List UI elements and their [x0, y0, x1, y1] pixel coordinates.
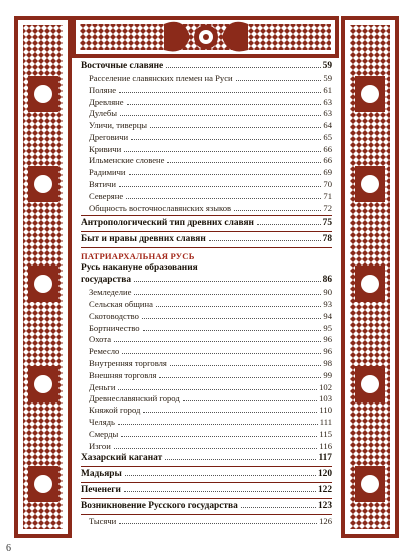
- dot-leader: [165, 459, 316, 460]
- toc-entry[interactable]: [81, 144, 332, 156]
- toc-entry-page: 59: [322, 61, 332, 71]
- dot-leader: [114, 341, 321, 342]
- toc-entry-label: Дреговичи: [89, 131, 129, 142]
- dot-leader: [156, 306, 321, 307]
- toc-entry-label: Поляне: [89, 84, 117, 95]
- toc-entry[interactable]: [81, 346, 332, 358]
- toc-entry-page: 126: [319, 515, 332, 526]
- toc-entry[interactable]: [81, 370, 332, 382]
- toc-entry-page: 78: [322, 234, 332, 245]
- separator-rule: [81, 514, 332, 515]
- toc-entry[interactable]: [81, 405, 332, 417]
- toc-entry-label: Ремесло: [89, 346, 120, 357]
- toc-entry[interactable]: [81, 382, 332, 394]
- toc-entry-page: 110: [319, 405, 332, 416]
- dot-leader: [142, 318, 322, 319]
- toc-entry-label: Хазарский каганат: [81, 453, 163, 464]
- toc-entry-title-line1: Русь накануне образования: [81, 263, 198, 274]
- section-heading: ПАТРИАРХАЛЬНАЯ РУСЬ: [81, 251, 195, 262]
- dot-leader: [159, 377, 321, 378]
- separator-rule: [81, 498, 332, 499]
- toc-entry[interactable]: [81, 417, 332, 429]
- toc-entry[interactable]: [81, 393, 332, 405]
- toc-entry-page: 102: [319, 381, 332, 392]
- toc-entry[interactable]: [81, 167, 332, 179]
- toc-entry[interactable]: [81, 274, 332, 287]
- toc-entry-page: 70: [323, 179, 332, 190]
- toc-entry-label: Охота: [89, 334, 112, 345]
- toc-entry-label: Княжой город: [89, 405, 141, 416]
- toc-entry-page: 59: [323, 72, 332, 83]
- dot-leader: [166, 67, 320, 68]
- dot-leader: [183, 400, 317, 401]
- toc-entry-page: 69: [323, 167, 332, 178]
- page-number: 6: [6, 543, 11, 554]
- dot-leader: [150, 127, 321, 128]
- toc-entry[interactable]: [81, 97, 332, 109]
- toc-entry[interactable]: [81, 441, 332, 453]
- toc-entry-label: Северяне: [89, 190, 124, 201]
- toc-entry-label: Земледелие: [89, 287, 132, 298]
- toc-entry-page: 95: [323, 322, 332, 333]
- toc-entry-label: Скотоводство: [89, 310, 139, 321]
- toc-entry[interactable]: [81, 500, 332, 513]
- dot-leader: [134, 294, 321, 295]
- toc-entry[interactable]: [81, 155, 332, 167]
- toc-entry[interactable]: [81, 73, 332, 85]
- toc-entry-label: Радимичи: [89, 167, 126, 178]
- separator-rule: [81, 215, 332, 216]
- toc-entry-page: 63: [323, 108, 332, 119]
- toc-group-final: [81, 452, 332, 527]
- toc-group-patriarchal: [81, 287, 332, 452]
- toc-entry[interactable]: [81, 516, 332, 528]
- toc-entry-page: 71: [323, 190, 332, 201]
- dot-leader: [119, 92, 321, 93]
- toc-entry-page: 86: [322, 275, 332, 286]
- toc-entry-page: 98: [323, 357, 332, 368]
- toc-entry-page: 75: [322, 218, 332, 229]
- toc-entry[interactable]: [81, 429, 332, 441]
- toc-entry-label: Дулебы: [89, 108, 118, 119]
- dot-leader: [143, 330, 322, 331]
- toc-entry-page: 66: [323, 155, 332, 166]
- toc-entry-label: Древнеславянский город: [89, 393, 180, 404]
- dot-leader: [129, 174, 322, 175]
- toc-entry[interactable]: [81, 217, 332, 230]
- dot-leader: [119, 523, 317, 524]
- toc-entry-label: Вятичи: [89, 179, 116, 190]
- toc-entry-page: 63: [323, 96, 332, 107]
- dot-leader: [124, 491, 316, 492]
- toc-entry-page: 123: [317, 501, 332, 512]
- toc-entry[interactable]: [81, 311, 332, 323]
- toc-entry-page: 90: [323, 287, 332, 298]
- toc-entry-page: 120: [317, 469, 332, 480]
- toc-entry-page: 61: [323, 84, 332, 95]
- toc-entry[interactable]: [81, 323, 332, 335]
- dot-leader: [114, 448, 318, 449]
- toc-entry[interactable]: [81, 179, 332, 191]
- toc-entry[interactable]: [81, 287, 332, 299]
- toc-group-east-slavs: [81, 60, 332, 214]
- toc-entry[interactable]: [81, 358, 332, 370]
- dot-leader: [241, 507, 316, 508]
- dot-leader: [126, 198, 321, 199]
- dot-leader: [236, 80, 322, 81]
- toc-entry[interactable]: [81, 191, 332, 203]
- dot-leader: [234, 210, 321, 211]
- toc-entry-label: Тысячи: [89, 515, 117, 526]
- toc-entry[interactable]: [81, 452, 332, 465]
- toc-entry[interactable]: [81, 108, 332, 120]
- dot-leader: [170, 365, 322, 366]
- dot-leader: [134, 281, 321, 282]
- separator-rule: [81, 231, 332, 232]
- dot-leader: [119, 186, 321, 187]
- toc-entry-label: Ильменские словене: [89, 155, 165, 166]
- toc-entry-label: Смерды: [89, 428, 119, 439]
- separator-rule: [81, 247, 332, 248]
- toc-entry-label: Сельская община: [89, 298, 153, 309]
- toc-entry[interactable]: [81, 233, 332, 246]
- toc-entry-page: 111: [319, 416, 332, 427]
- dot-leader: [120, 115, 321, 116]
- toc-entry-page: 96: [323, 346, 332, 357]
- dot-leader: [121, 436, 317, 437]
- toc-entry-page: 72: [323, 202, 332, 213]
- toc-entry-label: Внешняя торговля: [89, 369, 157, 380]
- toc-entry-label: Изгои: [89, 440, 111, 451]
- dot-leader: [131, 139, 321, 140]
- toc-entry-label: Общность восточнославянских языков: [89, 202, 232, 213]
- toc-entry[interactable]: [81, 132, 332, 144]
- toc-entry-label: Возникновение Русского государства: [81, 501, 238, 512]
- toc-entry[interactable]: [81, 334, 332, 346]
- dot-leader: [124, 151, 321, 152]
- toc-entry-page: 122: [317, 485, 332, 496]
- toc-entry-page: 93: [323, 298, 332, 309]
- toc-entry[interactable]: [81, 85, 332, 97]
- toc-entry-page: 64: [323, 120, 332, 131]
- toc-entry-page: 65: [323, 131, 332, 142]
- toc-entry-label: Уличи, тиверцы: [89, 120, 148, 131]
- toc-entry-label: Внутренняя торговля: [89, 357, 167, 368]
- toc-entry-label: Быт и нравы древних славян: [81, 234, 206, 245]
- toc-entry-label: Челядь: [89, 416, 115, 427]
- separator-rule: [81, 466, 332, 467]
- toc-entry[interactable]: [81, 60, 332, 73]
- toc-entry-label: Расселение славянских племен на Руси: [89, 72, 233, 83]
- toc-entry-page: 117: [318, 453, 332, 464]
- toc-group-anthropology: [81, 217, 332, 246]
- toc-entry-label: Бортничество: [89, 322, 140, 333]
- toc-entry[interactable]: [81, 203, 332, 215]
- table-of-contents: [81, 60, 332, 528]
- toc-entry-label: Восточные славяне: [81, 61, 164, 71]
- separator-rule: [81, 482, 332, 483]
- toc-entry-page: 94: [323, 310, 332, 321]
- dot-leader: [143, 412, 317, 413]
- dot-leader: [118, 424, 318, 425]
- toc-entry-page: 116: [319, 440, 332, 451]
- dot-leader: [127, 104, 322, 105]
- toc-entry-label: государства: [81, 275, 132, 286]
- toc-entry[interactable]: [81, 468, 332, 481]
- toc-entry-label: Кривичи: [89, 143, 122, 154]
- dot-leader: [209, 240, 321, 241]
- dot-leader: [167, 162, 321, 163]
- toc-entry-label: Древляне: [89, 96, 124, 107]
- toc-entry[interactable]: [81, 484, 332, 497]
- toc-entry-page: 66: [323, 143, 332, 154]
- toc-entry-label: Деньги: [89, 381, 116, 392]
- toc-entry-page: 99: [323, 369, 332, 380]
- toc-entry-page: 103: [319, 393, 332, 404]
- toc-entry-label: Антропологический тип древних славян: [81, 218, 254, 229]
- dot-leader: [125, 475, 316, 476]
- dot-leader: [118, 389, 317, 390]
- dot-leader: [257, 224, 321, 225]
- toc-entry-page: 115: [319, 428, 332, 439]
- toc-entry[interactable]: [81, 299, 332, 311]
- toc-entry-page: 96: [323, 334, 332, 345]
- toc-entry-label: Печенеги: [81, 485, 121, 496]
- toc-entry[interactable]: [81, 120, 332, 132]
- dot-leader: [122, 353, 321, 354]
- toc-entry-label: Мадьяры: [81, 469, 122, 480]
